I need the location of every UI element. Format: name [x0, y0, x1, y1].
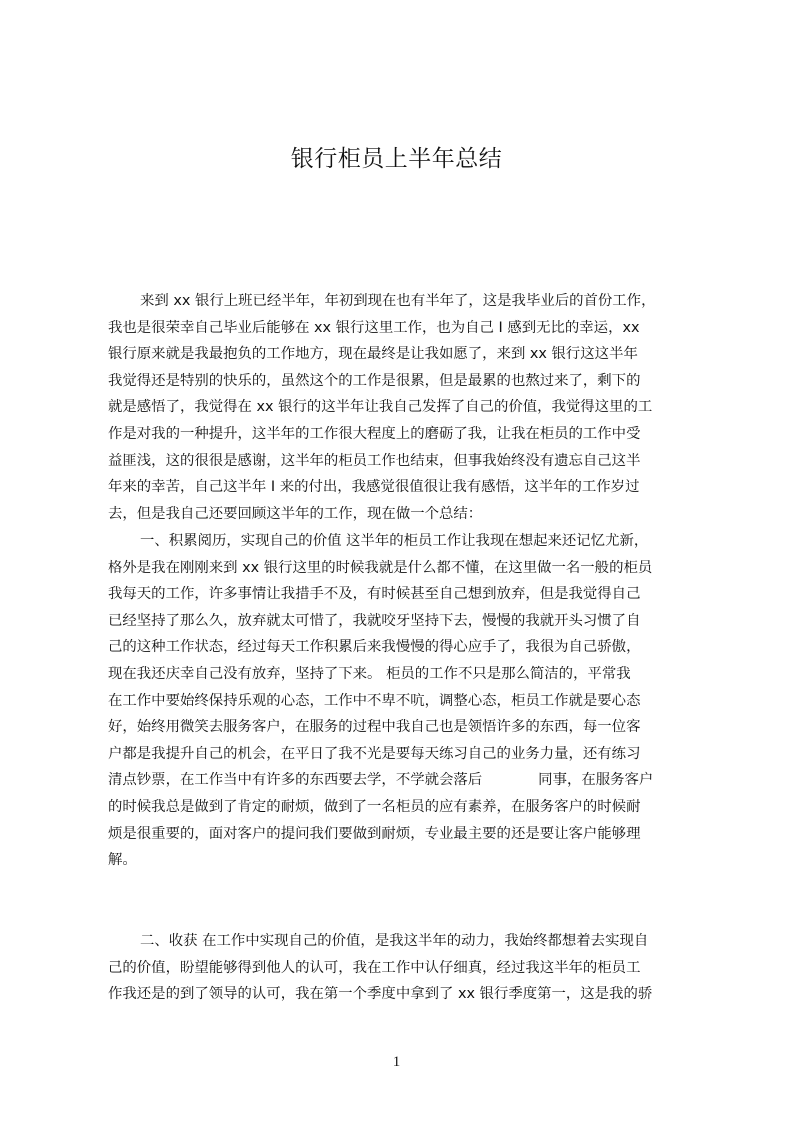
text-line: 就是感悟了，我觉得在 xx 银行的这半年让我自己发挥了自己的价值，我觉得这里的工	[108, 399, 653, 416]
text-line: 解。	[108, 852, 137, 869]
text-line: 益匪浅，这的很很是感谢，这半年的柜员工作也结束，但事我始终没有遗忘自己这半	[108, 452, 641, 469]
text-line: 烦是很重要的，面对客户的提问我们要做到耐烦，专业最主要的还是要让客户能够理	[108, 825, 641, 842]
text-line: 我觉得还是特别的快乐的，虽然这个的工作是很累，但是最累的也熬过来了，剩下的	[108, 372, 641, 389]
text-line: 好，始终用微笑去服务客户，在服务的过程中我自己也是领悟许多的东西，每一位客	[108, 719, 641, 736]
text-line: 已经坚持了那么久，放弃就太可惜了，我就咬牙坚持下去，慢慢的我就开头习惯了自	[108, 612, 641, 629]
text-line: 现在我还庆幸自己没有放弃，坚持了下来。 柜员的工作不只是那么简洁的，平常我	[108, 665, 631, 682]
text-line: 我也是很荣幸自己毕业后能够在 xx 银行这里工作，也为自己 I 感到无比的幸运，xx	[108, 319, 640, 336]
text-line-with-gap	[108, 767, 698, 794]
text-line: 我每天的工作，许多事情让我措手不及，有时候甚至自己想到放弃，但是我觉得自己	[108, 586, 641, 603]
text-line: 在工作中要始终保持乐观的心态，工作中不卑不吭，调整心态，柜员工作就是要心态	[108, 692, 641, 709]
text-line: 己的价值，盼望能够得到他人的认可，我在工作中认仔细真，经过我这半年的柜员工	[108, 959, 641, 976]
text-line: 己的这种工作状态，经过每天工作积累后来我慢慢的得心应手了，我很为自己骄傲，	[108, 639, 641, 656]
paragraph-3	[108, 928, 698, 1008]
text-fragment: 同事，在服务客户	[538, 772, 654, 789]
paragraph-2	[108, 528, 698, 874]
text-line: 户都是我提升自己的机会，在平日了我不光是要每天练习自己的业务力量，还有练习	[108, 745, 641, 762]
text-line: 作我还是的到了领导的认可，我在第一个季度中拿到了 xx 银行季度第一，这是我的骄	[108, 986, 653, 1003]
text-line: 来到 xx 银行上班已经半年，年初到现在也有半年了，这是我毕业后的首份工作，	[140, 293, 656, 309]
text-line: 年来的幸苦，自己这半年 I 来的付出，我感觉很值很让我有感悟，这半年的工作岁过	[108, 479, 640, 496]
page-number: 1	[392, 1054, 401, 1070]
text-line: 一、积累阅历，实现自己的价值 这半年的柜员工作让我现在想起来还记忆尤新，	[140, 533, 649, 549]
text-line: 的时候我总是做到了肯定的耐烦，做到了一名柜员的应有素养，在服务客户的时候耐	[108, 798, 641, 815]
text-line: 作是对我的一种提升，这半年的工作很大程度上的磨砺了我，让我在柜员的工作中受	[108, 425, 641, 442]
text-fragment: 清点钞票，在工作当中有许多的东西要去学，不学就会落后	[108, 772, 483, 789]
paragraph-1	[108, 288, 698, 527]
page-title: 银行柜员上半年总结	[290, 146, 503, 172]
text-line: 去，但是我自己还要回顾这半年的工作，现在做一个总结：	[108, 505, 483, 522]
text-line: 二、收获 在工作中实现自己的价值，是我这半年的动力，我始终都想着去实现自	[140, 933, 649, 949]
text-line: 格外是我在刚刚来到 xx 银行这里的时候我就是什么都不懂，在这里做一名一般的柜员	[108, 559, 653, 576]
text-line: 银行原来就是我最抱负的工作地方，现在最终是让我如愿了，来到 xx 银行这这半年	[108, 346, 638, 363]
